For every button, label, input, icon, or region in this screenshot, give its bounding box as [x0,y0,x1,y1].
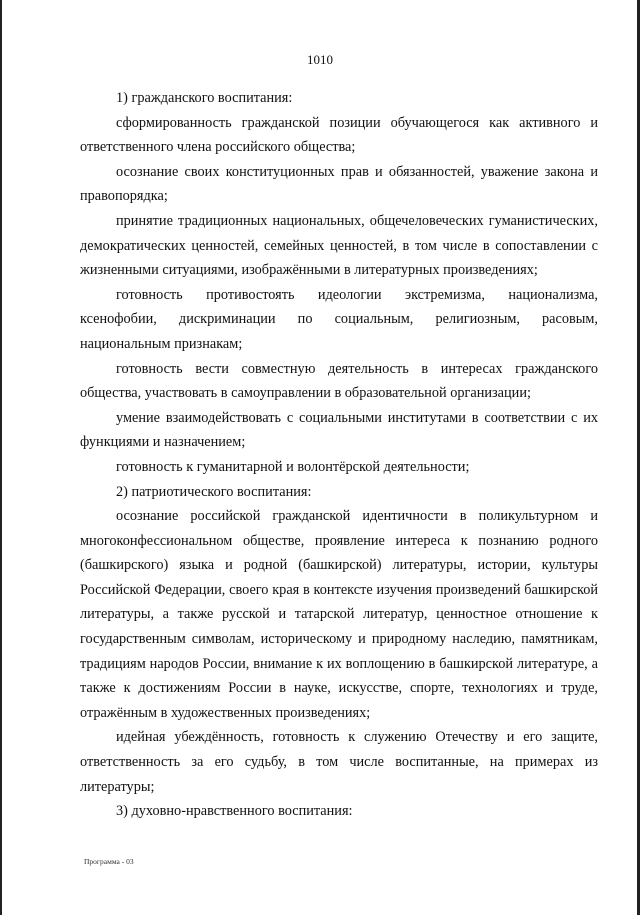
paragraph: готовность к гуманитарной и волонтёрской деятельности; [116,458,470,475]
paragraph: умение взаимодействовать с социальными институтами в соответствии с их функциями и назначением; [80,409,598,451]
section-heading-spiritual: 3) духовно-нравственного воспитания: [116,803,353,820]
paragraph: осознание российской гражданской идентичности в поликультурном и многоконфессиональном обществе, проявление интереса к познанию родного (башкирского) языка и родной (башкирской) литературы, истории, культуры Российской Федерации, своего края в контексте изучения произведений башкирской литературы, а также русской и татарской литератур, ценностное отношение к государственным символам, историческому и природному наследию, памятникам, традициям народов России, внимание к их воплощению в башкирской литературе, а также к достижениям России в науке, искусстве, спорте, технологиях и труде, отражённым в художественных произведениях; [80,508,598,721]
page-number: 1010 [307,52,333,67]
body-text [80,86,598,824]
paragraph: идейная убеждённость, готовность к служению Отечеству и его защите, ответственность за его судьбу, в том числе воспитанные, на примерах из литературы; [80,729,598,795]
paragraph: осознание своих конституционных прав и обязанностей, уважение закона и правопорядка; [80,163,598,205]
paragraph: принятие традиционных национальных, общечеловеческих гуманистических, демократических ценностей, семейных ценностей, в том числе в сопоставлении с жизненными ситуациями, изображёнными в литературных произведениях; [80,212,598,279]
section-heading-civic: 1) гражданского воспитания: [116,90,293,106]
paragraph: готовность вести совместную деятельность в интересах гражданского общества, участвовать в самоуправлении в образовательной организации; [80,360,598,402]
paragraph: сформированность гражданской позиции обучающегося как активного и ответственного члена российского общества; [80,114,598,156]
section-heading-patriotic: 2) патриотического воспитания: [116,483,312,500]
footer-program-label: Программа - 03 [84,857,134,866]
paragraph: готовность противостоять идеологии экстремизма, национализма, ксенофобии, дискриминации по социальным, религиозным, расовым, национальным признакам; [80,286,598,352]
